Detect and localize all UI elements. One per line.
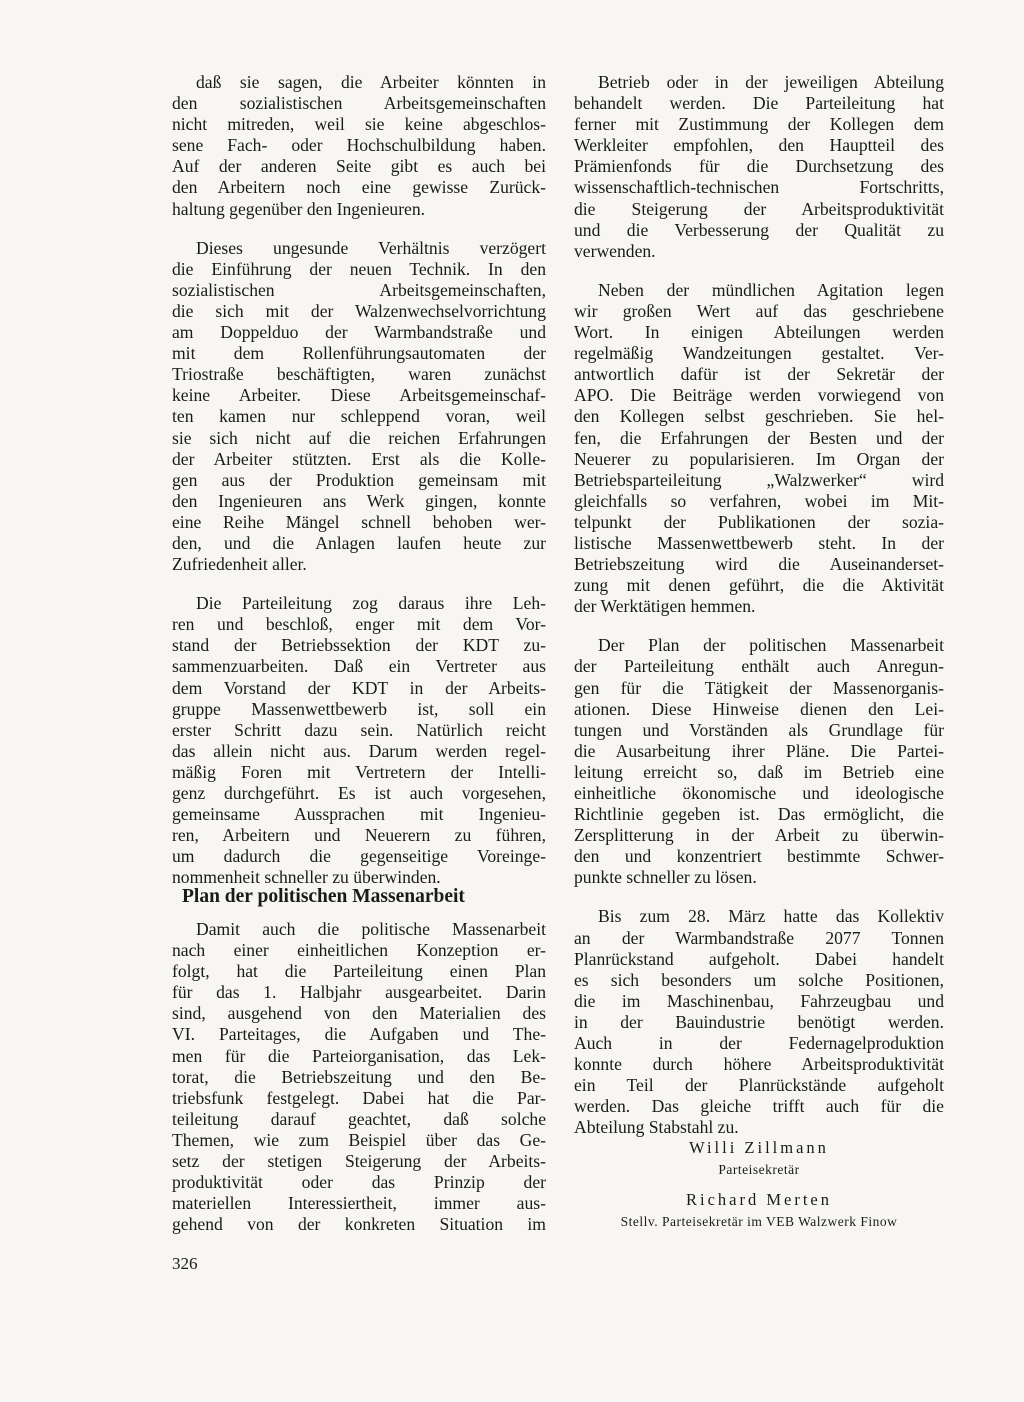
text-line: folgt, hat die Parteileitung einen Plan: [172, 961, 546, 982]
text-line: teileitung darauf geachtet, daß solche: [172, 1108, 546, 1129]
text-line: wir großen Wert auf das geschriebene: [574, 300, 944, 321]
text-line: ten kamen nur schleppend voran, weil: [172, 406, 546, 427]
text-line: men für die Parteiorganisation, das Lek-: [172, 1045, 546, 1066]
text-line: den und konzentriert bestimmte Schwer-: [574, 846, 944, 867]
text-line: Werkleiter empfohlen, den Hauptteil des: [574, 135, 944, 156]
paragraph: [172, 593, 546, 888]
text-line: telpunkt der Publikationen der sozia-: [574, 511, 944, 532]
text-line: sammenzuarbeiten. Daß ein Vertreter aus: [172, 656, 546, 677]
text-line: materiellen Interessiertheit, immer aus-: [172, 1193, 546, 1214]
text-line: erster Schritt dazu sein. Natürlich reicht: [172, 719, 546, 740]
text-line: Wort. In einigen Abteilungen werden: [574, 322, 944, 343]
text-line: die sich mit der Walzenwechselvorrichtung: [172, 300, 546, 321]
text-line: der Werktätigen hemmen.: [574, 596, 756, 617]
text-line: Bis zum 28. März hatte das Kollektiv: [598, 906, 944, 927]
text-line: es sich besonders um solche Positionen,: [574, 969, 944, 990]
text-line: behandelt werden. Die Parteileitung hat: [574, 93, 944, 114]
text-line: und die Verbesserung der Qualität zu: [574, 219, 944, 240]
text-line: wissenschaftlich-technischen Fortschritts,: [574, 177, 944, 198]
text-line: Planrückstand aufgeholt. Dabei handelt: [574, 948, 944, 969]
right-paragraphs: [574, 72, 944, 1139]
text-line: den, und die Anlagen laufen heute zur: [172, 532, 546, 553]
text-line: punkte schneller zu lösen.: [574, 867, 757, 888]
text-line: Zersplitterung in der Arbeit zu überwin-: [574, 825, 944, 846]
text-line: um dadurch die gegenseitige Voreinge-: [172, 846, 546, 867]
text-line: die Steigerung der Arbeitsproduktivität: [574, 198, 944, 219]
text-line: gemeinsame Aussprachen mit Ingenieu-: [172, 804, 546, 825]
text-line: leitung erreicht so, daß im Betrieb eine: [574, 761, 944, 782]
text-line: Abteilung Stabstahl zu.: [574, 1117, 739, 1138]
text-line: daß sie sagen, die Arbeiter könnten in: [196, 72, 546, 92]
text-line: genz durchgeführt. Es ist auch vorgesehen,: [172, 783, 546, 803]
text-line: einheitliche ökonomische und ideologische: [574, 783, 944, 803]
text-line: tungen und Vorständen als Grundlage für: [574, 719, 944, 740]
section-heading: Plan der politischen Massenarbeit: [182, 886, 465, 907]
text-line: torat, die Betriebszeitung und den Be-: [172, 1066, 546, 1087]
text-line: gen für die Tätigkeit der Massenorganis-: [574, 677, 944, 698]
left-column-after-heading: [172, 919, 546, 1235]
text-line: Triostraße beschäftigten, waren zunächst: [172, 364, 546, 385]
text-line: den Arbeitern noch eine gewisse Zurück-: [172, 177, 546, 198]
text-line: Zufriedenheit aller.: [172, 554, 307, 575]
left-column: [172, 72, 546, 888]
text-line: produktivität oder das Prinzip der: [172, 1172, 546, 1193]
text-line: sozialistischen Arbeitsgemeinschaften,: [172, 279, 546, 300]
text-line: keine Arbeiter. Diese Arbeitsgemeinschaf-: [172, 385, 546, 406]
paragraph: [574, 72, 944, 262]
text-line: Betriebszeitung wird die Auseinanderset-: [574, 554, 944, 575]
text-line: den sozialistischen Arbeitsgemeinschaften: [172, 93, 546, 114]
text-line: mäßig Foren mit Vertretern der Intelli-: [172, 761, 546, 782]
text-line: Dieses ungesunde Verhältnis verzögert: [196, 237, 546, 258]
signature-role-1: Parteisekretär: [718, 1162, 800, 1177]
text-line: Prämienfonds für die Durchsetzung des: [574, 156, 944, 177]
paragraph: [574, 906, 944, 1138]
text-line: Der Plan der politischen Massenarbeit: [598, 635, 944, 656]
text-line: mit dem Rollenführungsautomaten der: [172, 343, 546, 364]
text-line: Auf der anderen Seite gibt es auch bei: [172, 156, 546, 177]
text-line: nommenheit schneller zu überwinden.: [172, 867, 441, 888]
signature-block: [574, 1138, 944, 1242]
text-line: VI. Parteitages, die Aufgaben und The-: [172, 1024, 546, 1045]
text-line: Damit auch die politische Massenarbeit: [196, 919, 546, 939]
text-line: dem Vorstand der KDT in der Arbeits-: [172, 677, 546, 698]
text-line: die im Maschinenbau, Fahrzeugbau und: [574, 990, 944, 1011]
text-line: die Ausarbeitung ihrer Pläne. Die Partei-: [574, 740, 944, 761]
text-line: werden. Das gleiche trifft auch für die: [574, 1096, 944, 1117]
text-line: eine Reihe Mängel schnell behoben wer-: [172, 511, 546, 532]
page-number: 326: [172, 1254, 198, 1273]
text-line: ren und beschloß, enger mit dem Vor-: [172, 614, 546, 635]
text-line: nach einer einheitlichen Konzeption er-: [172, 940, 546, 961]
right-column: [574, 72, 944, 1139]
text-line: der Arbeiter stützten. Erst als die Kolle-: [172, 448, 546, 469]
text-line: die Einführung der neuen Technik. In den: [172, 258, 546, 279]
signature-role-2: Stellv. Parteisekretär im VEB Walzwerk Finow: [620, 1214, 898, 1229]
text-line: stand der Betriebssektion der KDT zu-: [172, 635, 546, 656]
text-line: für das 1. Halbjahr ausgearbeitet. Darin: [172, 982, 546, 1003]
text-line: sind, ausgehend von den Materialien des: [172, 1003, 546, 1024]
text-line: gehend von der konkreten Situation im: [172, 1214, 546, 1235]
text-line: der Parteileitung enthält auch Anregun-: [574, 656, 944, 677]
signature-name-1: Willi Zillmann: [689, 1138, 829, 1157]
text-line: Die Parteileitung zog daraus ihre Leh-: [196, 593, 546, 614]
text-line: ferner mit Zustimmung der Kollegen dem: [574, 114, 944, 135]
paragraph: [172, 238, 546, 576]
text-line: antwortlich dafür ist der Sekretär der: [574, 364, 944, 385]
text-line: in der Bauindustrie benötigt werden.: [574, 1011, 944, 1032]
text-line: nicht mitreden, weil sie keine abgeschlos-: [172, 114, 546, 135]
signature-name-2: Richard Merten: [685, 1190, 832, 1209]
text-line: fen, die Erfahrungen der Besten und der: [574, 427, 944, 448]
text-line: setz der stetigen Steigerung der Arbeits-: [172, 1151, 546, 1172]
text-line: den Kollegen selbst geschrieben. Sie hel-: [574, 406, 944, 427]
text-line: den Ingenieuren ans Werk gingen, konnte: [172, 490, 546, 511]
text-line: APO. Die Beiträge werden vorwiegend von: [574, 385, 944, 406]
paragraph: [574, 280, 944, 618]
paragraph: [172, 72, 546, 220]
text-line: das allein nicht aus. Darum werden regel-: [172, 740, 546, 761]
text-line: Neuerer zu popularisieren. Im Organ der: [574, 448, 944, 469]
text-line: Betrieb oder in der jeweiligen Abteilung: [598, 72, 944, 92]
text-line: Auch in der Federnagelproduktion: [574, 1033, 944, 1054]
text-line: konnte durch höhere Arbeitsproduktivität: [574, 1054, 944, 1075]
text-line: ein Teil der Planrückstände aufgeholt: [574, 1075, 944, 1096]
paragraph: [574, 635, 944, 888]
paragraph-after-heading: [172, 919, 546, 1235]
text-line: ren, Arbeitern und Neuerern zu führen,: [172, 825, 546, 846]
text-line: verwenden.: [574, 240, 656, 261]
text-line: sene Fach- oder Hochschulbildung haben.: [172, 135, 546, 156]
text-line: listische Massenwettbewerb steht. In der: [574, 532, 944, 553]
text-line: gen aus der Produktion gemeinsam mit: [172, 469, 546, 490]
text-line: sie sich nicht auf die reichen Erfahrungen: [172, 427, 546, 448]
text-line: haltung gegenüber den Ingenieuren.: [172, 198, 426, 219]
text-line: Betriebsparteileitung „Walzwerker“ wird: [574, 469, 944, 490]
text-line: triebsfunk festgelegt. Dabei hat die Par-: [172, 1087, 546, 1108]
text-line: gruppe Massenwettbewerb ist, soll ein: [172, 698, 546, 719]
left-paragraphs: [172, 72, 546, 888]
text-line: zung mit denen geführt, die die Aktivität: [574, 575, 944, 596]
text-line: an der Warmbandstraße 2077 Tonnen: [574, 927, 944, 948]
text-line: am Doppelduo der Warmbandstraße und: [172, 322, 546, 343]
text-line: Neben der mündlichen Agitation legen: [598, 279, 944, 300]
text-line: gleichfalls so verfahren, wobei im Mit-: [574, 490, 944, 511]
text-line: regelmäßig Wandzeitungen gestaltet. Ver-: [574, 343, 944, 364]
text-line: Richtlinie gegeben ist. Das ermöglicht, die: [574, 804, 944, 825]
text-line: ationen. Diese Hinweise dienen den Lei-: [574, 698, 944, 719]
text-line: Themen, wie zum Beispiel über das Ge-: [172, 1129, 546, 1150]
